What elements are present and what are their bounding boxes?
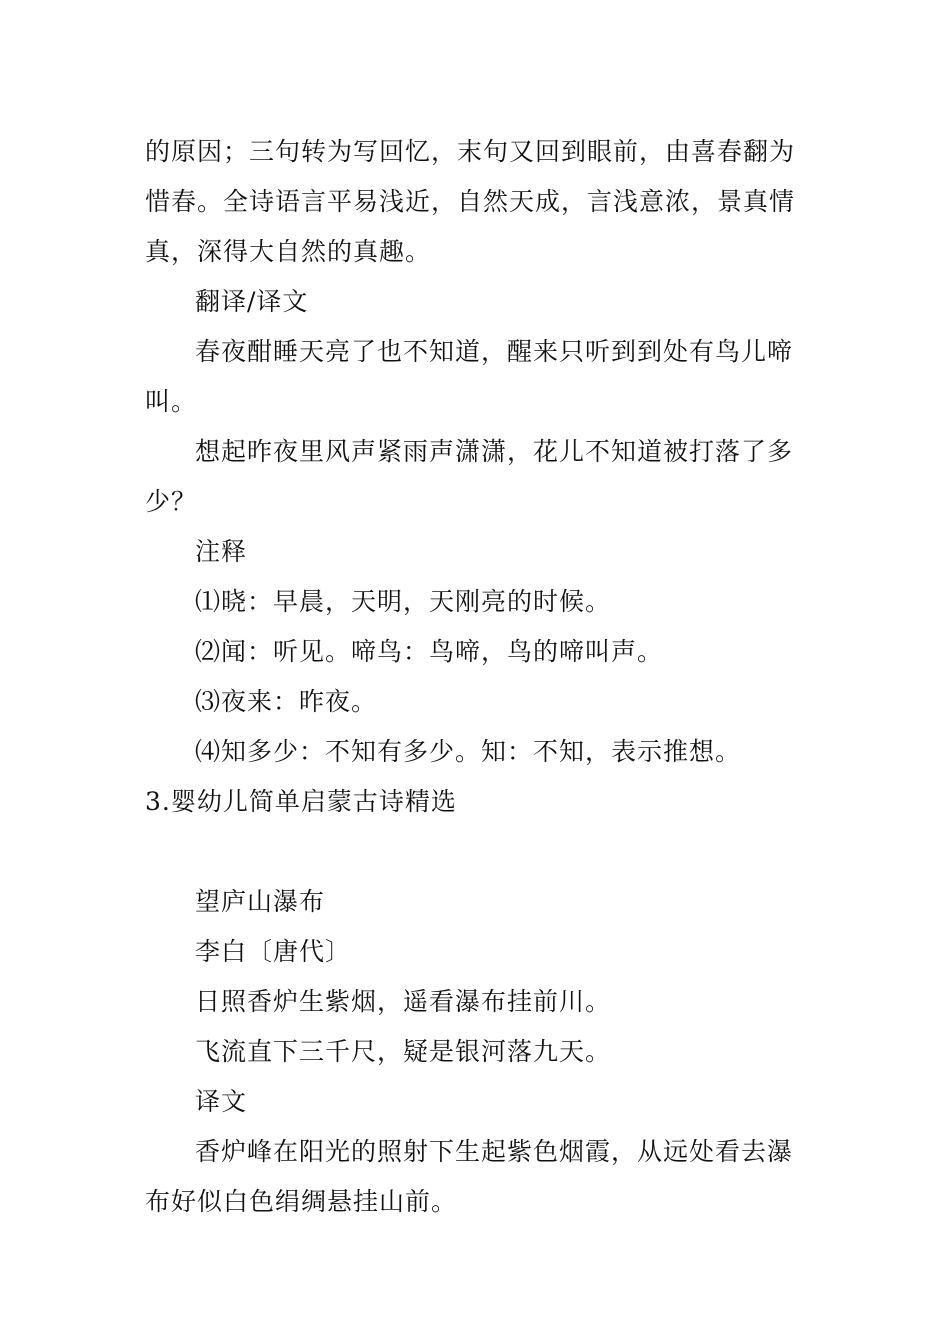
translation-heading: 翻译/译文 xyxy=(195,287,309,316)
blank-line xyxy=(145,827,810,877)
text-line: 真，深得大自然的真趣。 xyxy=(145,237,432,266)
text-line: 香炉峰在阳光的照射下生起紫色烟霞，从远处看去瀑 xyxy=(195,1137,794,1166)
text-line: 想起昨夜里风声紧雨声潇潇，花儿不知道被打落了多 xyxy=(195,437,794,466)
note-item: ⑴晓：早晨，天明，天刚亮的时候。 xyxy=(195,587,612,616)
section-title: 3.婴幼儿简单启蒙古诗精选 xyxy=(145,787,457,816)
text-line: 叫。 xyxy=(145,387,198,416)
page-content xyxy=(145,127,810,1227)
text-line: 春夜酣睡天亮了也不知道，醒来只听到到处有鸟儿啼 xyxy=(195,337,794,366)
text-line: 少？ xyxy=(145,487,198,516)
notes-heading: 注释 xyxy=(195,537,248,566)
poem-author: 李白〔唐代〕 xyxy=(195,937,352,966)
note-item: ⑵闻：听见。啼鸟：鸟啼，鸟的啼叫声。 xyxy=(195,637,664,666)
poem-line: 飞流直下三千尺，疑是银河落九天。 xyxy=(195,1037,612,1066)
text-line: 的原因；三句转为写回忆，末句又回到眼前，由喜春翻为 xyxy=(145,137,796,166)
poem-line: 日照香炉生紫烟，遥看瀑布挂前川。 xyxy=(195,987,612,1016)
text-line: 布好似白色绢绸悬挂山前。 xyxy=(145,1187,458,1216)
poem-translation-heading: 译文 xyxy=(195,1087,248,1116)
note-item: ⑷知多少：不知有多少。知：不知，表示推想。 xyxy=(195,737,742,766)
text-line: 惜春。全诗语言平易浅近，自然天成，言浅意浓，景真情 xyxy=(145,187,796,216)
note-item: ⑶夜来：昨夜。 xyxy=(195,687,378,716)
poem-title: 望庐山瀑布 xyxy=(195,887,326,916)
